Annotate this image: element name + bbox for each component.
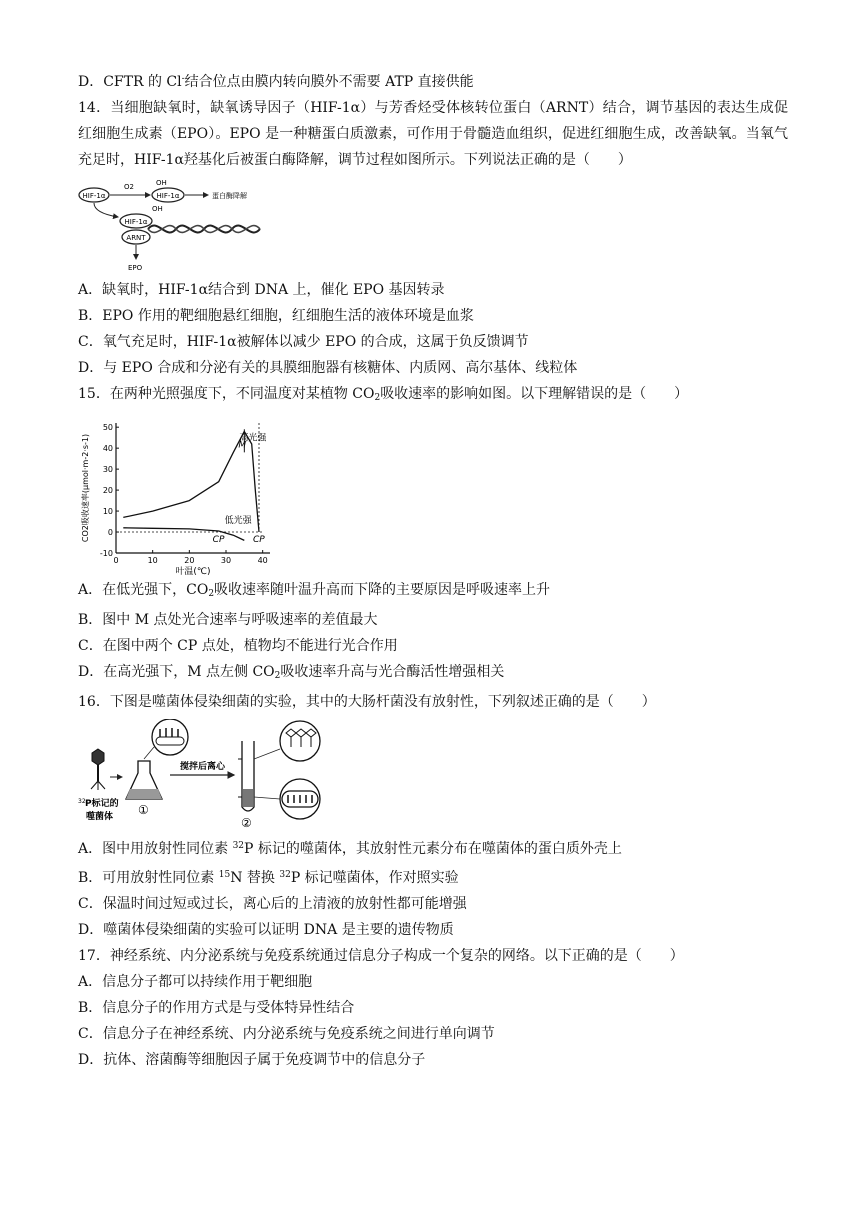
q17-option-c: C．信息分子在神经系统、内分泌系统与免疫系统之间进行单向调节 bbox=[78, 1026, 495, 1042]
phage-label: 噬菌体 bbox=[86, 812, 114, 822]
q15-a-text-2: 吸收速率随叶温升高而下降的主要原因是呼吸速率上升 bbox=[214, 582, 551, 598]
q14-option-b: B．EPO 作用的靶细胞悬红细胞，红细胞生活的液体环境是血浆 bbox=[78, 308, 474, 324]
y-tick-label: 30 bbox=[102, 465, 113, 475]
o2-label: O2 bbox=[124, 183, 134, 191]
annotation-cp-1: CP bbox=[212, 535, 225, 546]
annotation-m-0: M bbox=[238, 440, 247, 451]
epo-label: EPO bbox=[128, 264, 143, 272]
q16-options bbox=[78, 833, 788, 943]
q15-stem bbox=[78, 381, 788, 411]
y-tick-label: 50 bbox=[102, 423, 113, 433]
oh-label-bottom: OH bbox=[152, 205, 163, 213]
q15-b-text: B．图中 M 点处光合速率与呼吸速率的差值最大 bbox=[78, 612, 378, 628]
co2-uptake-chart bbox=[78, 415, 288, 575]
p32-sup-label: 32 bbox=[78, 798, 86, 805]
q15-stem-text: 15．在两种光照强度下，不同温度对某植物 CO bbox=[78, 386, 375, 402]
hif-label-3: HIF-1α bbox=[124, 218, 148, 226]
q17-options bbox=[78, 969, 788, 1073]
x-tick-label: 0 bbox=[113, 556, 119, 565]
series-line-1 bbox=[123, 528, 244, 541]
x-tick-label: 20 bbox=[184, 556, 195, 565]
q16-option-b bbox=[78, 862, 788, 891]
q15-a-text: A．在低光强下，CO bbox=[78, 582, 209, 598]
q13-d-text: D．CFTR 的 Cl bbox=[78, 74, 182, 90]
q16-option-a bbox=[78, 833, 788, 862]
q16-c-text: C．保温时间过短或过长，离心后的上清液的放射性都可能增强 bbox=[78, 896, 467, 912]
hif-regulation-diagram bbox=[78, 177, 338, 275]
series-label-0: 高光强 bbox=[239, 433, 267, 444]
q17-stem: 17．神经系统、内分泌系统与免疫系统通过信息分子构成一个复杂的网络。以下正确的是（ ） bbox=[78, 948, 684, 964]
q16-option-c bbox=[78, 891, 788, 917]
q16-b-sup-1: 15 bbox=[218, 870, 231, 880]
y-tick-label: -10 bbox=[99, 549, 113, 558]
x-tick-label: 40 bbox=[257, 556, 268, 565]
supernatant-phages bbox=[286, 729, 316, 747]
oh-label-top: OH bbox=[156, 179, 167, 187]
q15-option-a bbox=[78, 577, 788, 607]
q17-option-a: A．信息分子都可以持续作用于靶细胞 bbox=[78, 974, 313, 990]
q15-d-text-2: 吸收速率升高与光合酶活性增强相关 bbox=[280, 664, 505, 680]
bacterium-shape bbox=[156, 737, 184, 745]
q14-option-a: A．缺氧时，HIF-1α结合到 DNA 上，催化 EPO 基因转录 bbox=[78, 282, 445, 298]
q15-option-c bbox=[78, 633, 788, 659]
q16-b-text-3: P 标记噬菌体，作对照实验 bbox=[290, 870, 459, 886]
hif-label-2: HIF-1α bbox=[156, 192, 180, 200]
zoom-line-3 bbox=[254, 797, 280, 799]
q16-figure bbox=[78, 719, 788, 831]
q14-stem: 14．当细胞缺氧时，缺氧诱导因子（HIF-1α）与芳香烃受体核转位蛋白（ARNT）结合，调节基因的表达生成促红细胞生成素（EPO）。EPO 是一种糖蛋白质激素，可作用于骨髓造血组织，促进红细胞生成，改善缺氧。当氧气充足时，HIF-1α羟基化后被蛋白酶降解，调节过程如图所示。下列说法正确的是（ ） bbox=[78, 100, 788, 168]
q15-a-sub: 2 bbox=[208, 589, 215, 599]
annotation-cp-2: CP bbox=[253, 535, 265, 546]
q15-figure bbox=[78, 415, 788, 575]
q15-d-text: D．在高光强下，M 点左侧 CO bbox=[78, 664, 275, 680]
y-tick-label: 40 bbox=[102, 444, 113, 454]
q16-a-text: A．图中用放射性同位素 bbox=[78, 841, 233, 857]
q13-d-text-2: 结合位点由膜内转向膜外不需要 ATP 直接供能 bbox=[184, 74, 474, 90]
x-tick-label: 30 bbox=[220, 556, 232, 565]
q15-options bbox=[78, 577, 788, 689]
y-tick-label: 20 bbox=[102, 486, 113, 496]
pellet-dna bbox=[288, 795, 312, 803]
q15-stem-text-2: 吸收速率的影响如图。以下理解错误的是（ ） bbox=[380, 386, 689, 402]
q14-options bbox=[78, 277, 788, 381]
q16-b-sup-2: 32 bbox=[279, 870, 291, 880]
y-tick-label: 0 bbox=[107, 528, 113, 538]
q13-d-sup: - bbox=[181, 74, 185, 84]
p32-label: P标记的 bbox=[85, 799, 119, 809]
exam-page bbox=[78, 66, 788, 1073]
step-2-label: ② bbox=[241, 816, 252, 830]
centrifuge-label: 搅拌后离心 bbox=[180, 762, 226, 772]
phage-icon bbox=[91, 749, 105, 790]
q15-stem-sub: 2 bbox=[374, 393, 381, 403]
q16-b-text: B．可用放射性同位素 bbox=[78, 870, 219, 886]
phage-experiment-diagram bbox=[78, 719, 338, 831]
q14-option-d: D．与 EPO 合成和分泌有关的具膜细胞器有核糖体、内质网、高尔基体、线粒体 bbox=[78, 360, 578, 376]
q15-d-sub: 2 bbox=[274, 671, 281, 681]
q14-option-c: C．氧气充足时，HIF-1α被解体以减少 EPO 的合成，这属于负反馈调节 bbox=[78, 334, 529, 350]
q16-a-text-2: P 标记的噬菌体，其放射性元素分布在噬菌体的蛋白质外壳上 bbox=[244, 841, 622, 857]
step-1-label: ① bbox=[138, 803, 149, 817]
q17-option-b: B．信息分子的作用方式是与受体特异性结合 bbox=[78, 1000, 355, 1016]
zoom-line-2 bbox=[254, 749, 280, 759]
q17-option-d: D．抗体、溶菌酶等细胞因子属于免疫调节中的信息分子 bbox=[78, 1052, 426, 1068]
zoom-line-1 bbox=[144, 747, 154, 759]
q16-option-d bbox=[78, 917, 788, 943]
x-axis-label: 叶温(℃) bbox=[175, 567, 211, 575]
attached-phages bbox=[160, 728, 178, 737]
q16-b-text-2: N 替换 bbox=[230, 870, 280, 886]
zoom-circle-2 bbox=[280, 721, 320, 761]
q15-c-text: C．在图中两个 CP 点处，植物均不能进行光合作用 bbox=[78, 638, 398, 654]
tube-pellet bbox=[243, 789, 253, 807]
hif-label-1: HIF-1α bbox=[82, 192, 106, 200]
arnt-label: ARNT bbox=[126, 234, 146, 242]
y-axis-label: CO2吸收速率(μmol·m-2·s-1) bbox=[81, 433, 90, 543]
binding-arrow bbox=[94, 203, 118, 217]
q14-figure bbox=[78, 177, 788, 275]
q13-option-d bbox=[78, 66, 788, 95]
series-label-1: 低光强 bbox=[224, 515, 252, 526]
degrade-label: 蛋白酶降解 bbox=[212, 192, 247, 200]
q16-d-text: D．噬菌体侵染细菌的实验可以证明 DNA 是主要的遗传物质 bbox=[78, 922, 454, 938]
y-tick-label: 10 bbox=[102, 507, 113, 517]
flask-icon bbox=[126, 761, 162, 799]
x-tick-label: 10 bbox=[147, 556, 158, 565]
q15-option-b bbox=[78, 607, 788, 633]
q15-option-d bbox=[78, 659, 788, 689]
q16-a-sup: 32 bbox=[232, 841, 245, 851]
q16-stem: 16．下图是噬菌体侵染细菌的实验，其中的大肠杆菌没有放射性，下列叙述正确的是（ ） bbox=[78, 694, 656, 710]
